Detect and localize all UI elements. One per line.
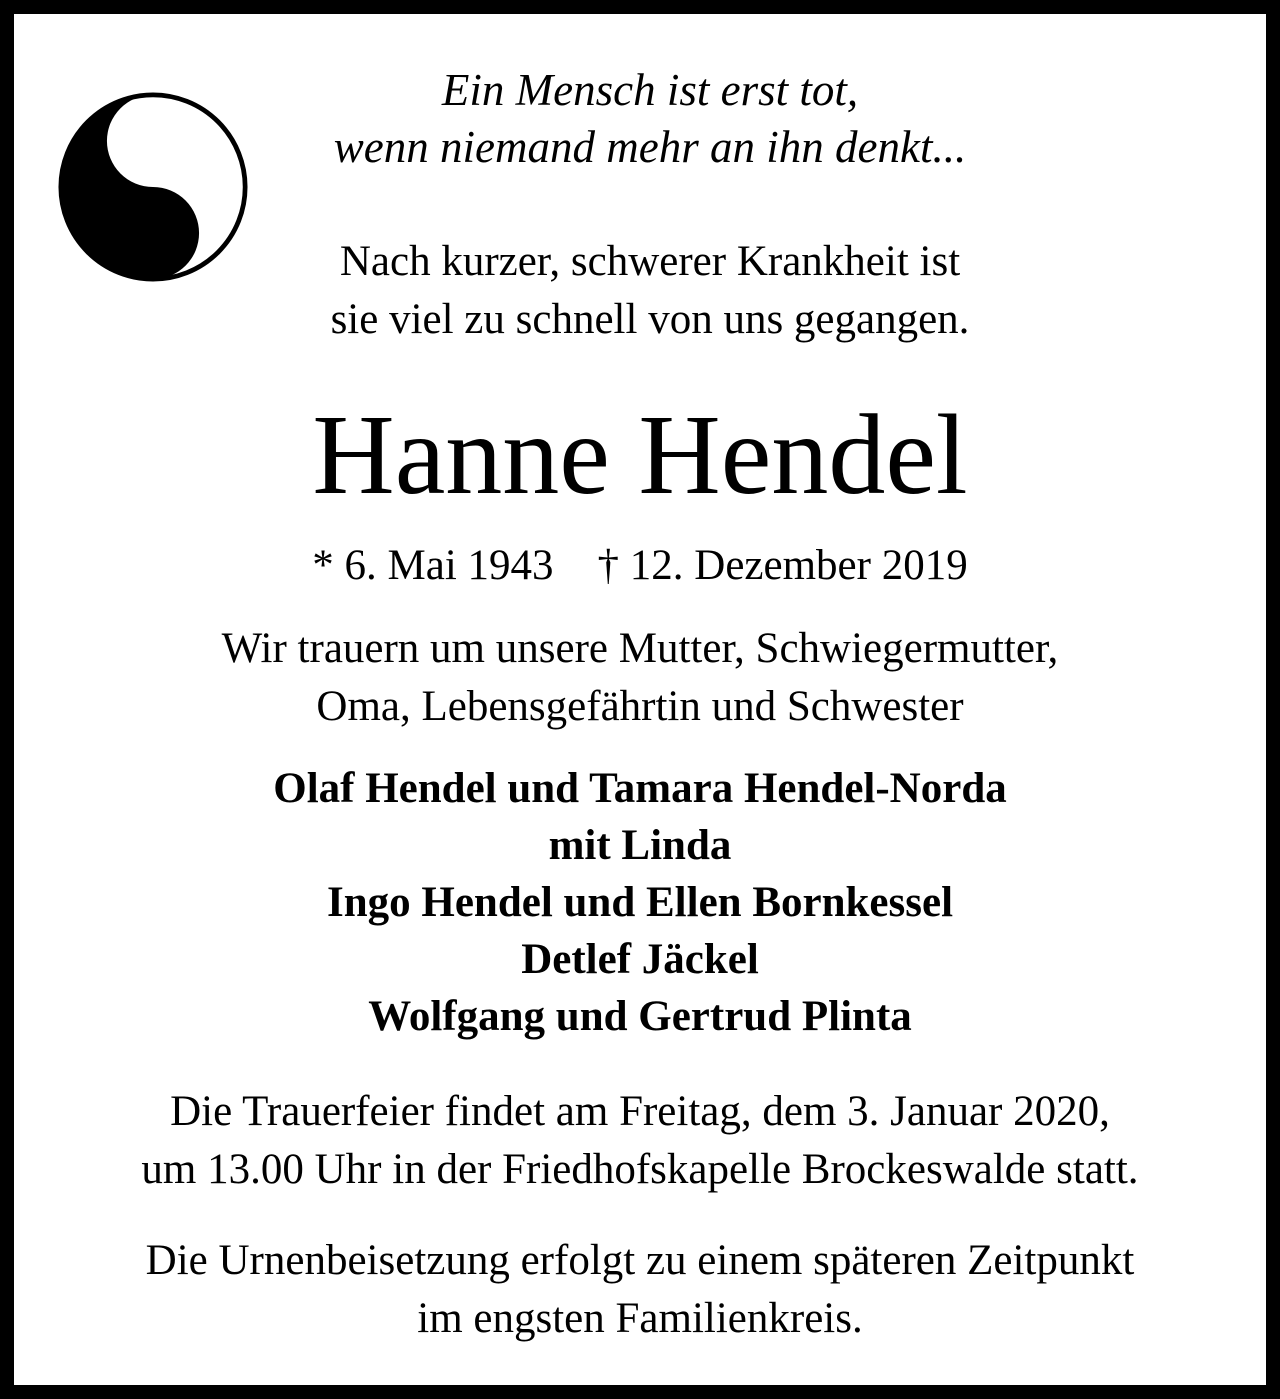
intro-line-1: Nach kurzer, schwerer Krankheit ist — [339, 238, 961, 285]
service-line-1: Die Trauerfeier findet am Freitag, dem 3. Januar 2020, — [170, 1088, 1110, 1135]
family-line-1: Olaf Hendel und Tamara Hendel-Norda — [273, 765, 1007, 812]
family-line-4: Detlef Jäckel — [521, 936, 759, 983]
intro-line-2: sie viel zu schnell von uns gegangen. — [330, 296, 970, 343]
motto-line-1: Ein Mensch ist erst tot, — [441, 65, 859, 115]
family-line-5: Wolfgang und Gertrud Plinta — [368, 993, 912, 1040]
death-date: † 12. Dezember 2019 — [597, 542, 968, 589]
urn-line-1: Die Urnenbeisetzung erfolgt zu einem späteren Zeitpunkt — [145, 1237, 1135, 1284]
motto-line-2: wenn niemand mehr an ihn denkt... — [333, 122, 967, 172]
deceased-name: Hanne Hendel — [312, 391, 968, 518]
service-line-2: um 13.00 Uhr in der Friedhofskapelle Brockeswalde statt. — [141, 1146, 1139, 1193]
birth-date: * 6. Mai 1943 — [312, 542, 554, 589]
urn-line-2: im engsten Familienkreis. — [417, 1295, 863, 1342]
mourning-line-2: Oma, Lebensgefährtin und Schwester — [316, 683, 964, 730]
obituary-notice — [14, 14, 1266, 1385]
family-line-2: mit Linda — [548, 822, 732, 869]
life-dates — [14, 544, 1266, 587]
family-line-3: Ingo Hendel und Ellen Bornkessel — [326, 879, 954, 926]
mourning-line-1: Wir trauern um unsere Mutter, Schwiegermutter, — [221, 625, 1059, 672]
